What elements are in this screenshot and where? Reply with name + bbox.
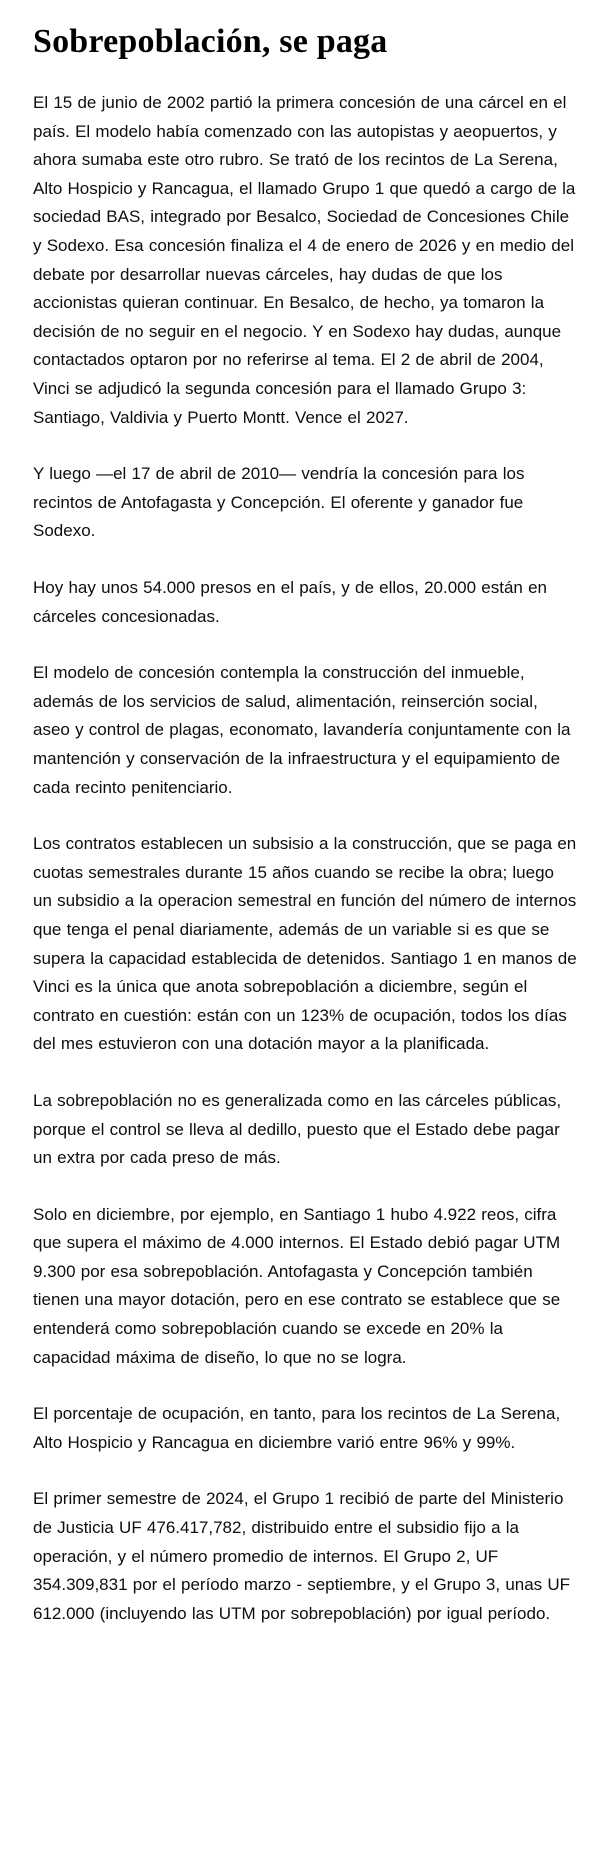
article-body — [33, 89, 578, 1628]
article-paragraph: Los contratos establecen un subsisio a la construcción, que se paga en cuotas semestrales durante 15 años cuando se recibe la obra; luego un subsidio a la operacion semestral en función del número de internos que tenga el penal diariamente, además de un variable si es que se supera la capacidad establecida de detenidos. Santiago 1 en manos de Vinci es la única que anota sobrepoblación a diciembre, según el contrato en cuestión: están con un 123% de ocupación, todos los días del mes estuvieron con una dotación mayor a la planificada. — [33, 834, 577, 1054]
article-paragraph: Hoy hay unos 54.000 presos en el país, y de ellos, 20.000 están en cárceles concesionadas. — [33, 578, 548, 626]
article-paragraph: La sobrepoblación no es generalizada como en las cárceles públicas, porque el control se lleva al dedillo, puesto que el Estado debe pagar un extra por cada preso de más. — [33, 1090, 562, 1168]
article-paragraph: El 15 de junio de 2002 partió la primera concesión de una cárcel en el país. El modelo había comenzado con las autopistas y aeopuertos, y ahora sumaba este otro rubro. Se trató de los recintos de La Serena, Alto Hospicio y Rancagua, el llamado Grupo 1 que quedó a cargo de la sociedad BAS, integrado por Besalco, Sociedad de Concesiones Chile y Sodexo. Esa concesión finaliza el 4 de enero de 2026 y en medio del debate por desarrollar nuevas cárceles, hay dudas de que los accionistas quieran continuar. En Besalco, de hecho, ya tomaron la decisión de no seguir en el negocio. Y en Sodexo hay dudas, aunque contactados optaron por no referirse al tema. El 2 de abril de 2004, Vinci se adjudicó la segunda concesión para el llamado Grupo 3: Santiago, Valdivia y Puerto Montt. Vence el 2027. — [33, 93, 576, 427]
article-title: Sobrepoblación, se paga — [33, 23, 388, 60]
article-paragraph: Solo en diciembre, por ejemplo, en Santiago 1 hubo 4.922 reos, cifra que supera el máximo de 4.000 internos. El Estado debió pagar UTM 9.300 por esa sobrepoblación. Antofagasta y Concepción también tienen una mayor dotación, pero en ese contrato se establece que se entenderá como sobrepoblación cuando se excede en 20% la capacidad máxima de diseño, lo que no se logra. — [33, 1204, 561, 1367]
article-paragraph: El primer semestre de 2024, el Grupo 1 recibió de parte del Ministerio de Justicia UF 476.417,782, distribuido entre el subsidio fijo a la operación, y el número promedio de internos. El Grupo 2, UF 354.309,831 por el período marzo - septiembre, y el Grupo 3, unas UF 612.000 (incluyendo las UTM por sobrepoblación) por igual período. — [33, 1489, 571, 1623]
article-paragraph: El modelo de concesión contempla la construcción del inmueble, además de los servicios de salud, alimentación, reinserción social, aseo y control de plagas, economato, lavandería conjuntamente con la mantención y conservación de la infraestructura y el equipamiento de cada recinto penitenciario. — [33, 663, 571, 797]
article-paragraph: El porcentaje de ocupación, en tanto, para los recintos de La Serena, Alto Hospicio y Rancagua en diciembre varió entre 96% y 99%. — [33, 1404, 561, 1452]
article-paragraph: Y luego —el 17 de abril de 2010— vendría la concesión para los recintos de Antofagasta y Concepción. El oferente y ganador fue Sodexo. — [33, 464, 525, 541]
